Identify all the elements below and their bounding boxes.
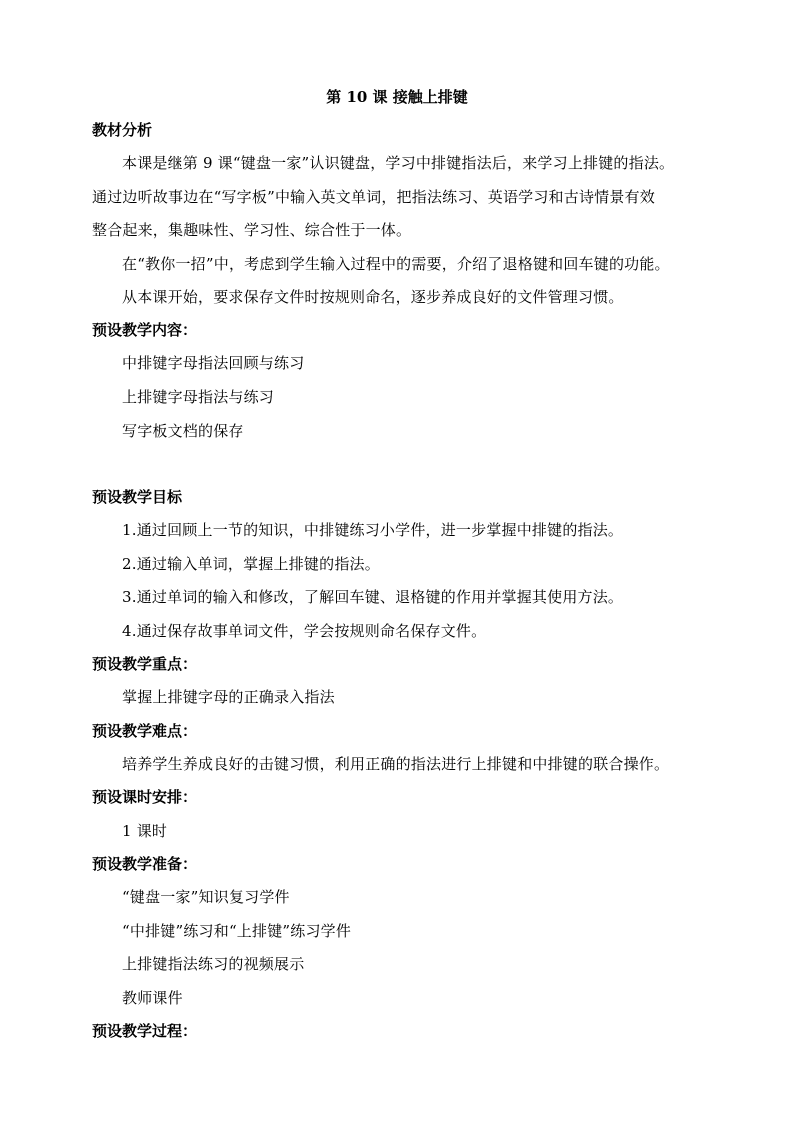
paragraph-line: 掌握上排键字母的正确录入指法 (122, 688, 335, 706)
paragraph-line: 本课是继第 9 课“键盘一家”认识键盘，学习中排键指法后，来学习上排键的指法。 (122, 154, 675, 172)
paragraph-line: 在“教你一招”中，考虑到学生输入过程中的需要，介绍了退格键和回车键的功能。 (122, 255, 670, 273)
list-item: 1.通过回顾上一节的知识，中排键练习小学件，进一步掌握中排键的指法。 (122, 521, 624, 539)
paragraph-line: 通过边听故事边在“写字板”中输入英文单词，把指法练习、英语学习和古诗情景有效 (92, 188, 655, 206)
section-heading-prep: 预设教学准备： (92, 855, 198, 873)
list-item: “键盘一家”知识复习学件 (122, 888, 290, 906)
section-heading-goals: 预设教学目标 (92, 488, 183, 506)
paragraph-line: 从本课开始，要求保存文件时按规则命名，逐步养成良好的文件管理习惯。 (122, 288, 624, 306)
paragraph-line: 1 课时 (122, 822, 168, 840)
list-item: 写字板文档的保存 (122, 422, 244, 440)
paragraph-line: 整合起来，集趣味性、学习性、综合性于一体。 (92, 221, 412, 239)
paragraph-line: 培养学生养成良好的击键习惯，利用正确的指法进行上排键和中排键的联合操作。 (122, 755, 670, 773)
section-heading-schedule: 预设课时安排： (92, 788, 198, 806)
section-heading-process: 预设教学过程： (92, 1022, 198, 1040)
list-item: 教师课件 (122, 989, 183, 1007)
section-heading-content: 预设教学内容： (92, 321, 198, 339)
list-item: “中排键”练习和“上排键”练习学件 (122, 922, 352, 940)
list-item: 4.通过保存故事单词文件，学会按规则命名保存文件。 (122, 622, 487, 640)
list-item: 2.通过输入单词，掌握上排键的指法。 (122, 555, 380, 573)
list-item: 中排键字母指法回顾与练习 (122, 354, 305, 372)
section-heading-difficulty: 预设教学难点： (92, 722, 198, 740)
section-heading-analysis: 教材分析 (92, 121, 153, 139)
list-item: 上排键字母指法与练习 (122, 388, 275, 406)
list-item: 上排键指法练习的视频展示 (122, 955, 305, 973)
list-item: 3.通过单词的输入和修改，了解回车键、退格键的作用并掌握其使用方法。 (122, 588, 624, 606)
section-heading-focus: 预设教学重点： (92, 655, 198, 673)
page-title: 第 10 课 接触上排键 (326, 88, 468, 106)
